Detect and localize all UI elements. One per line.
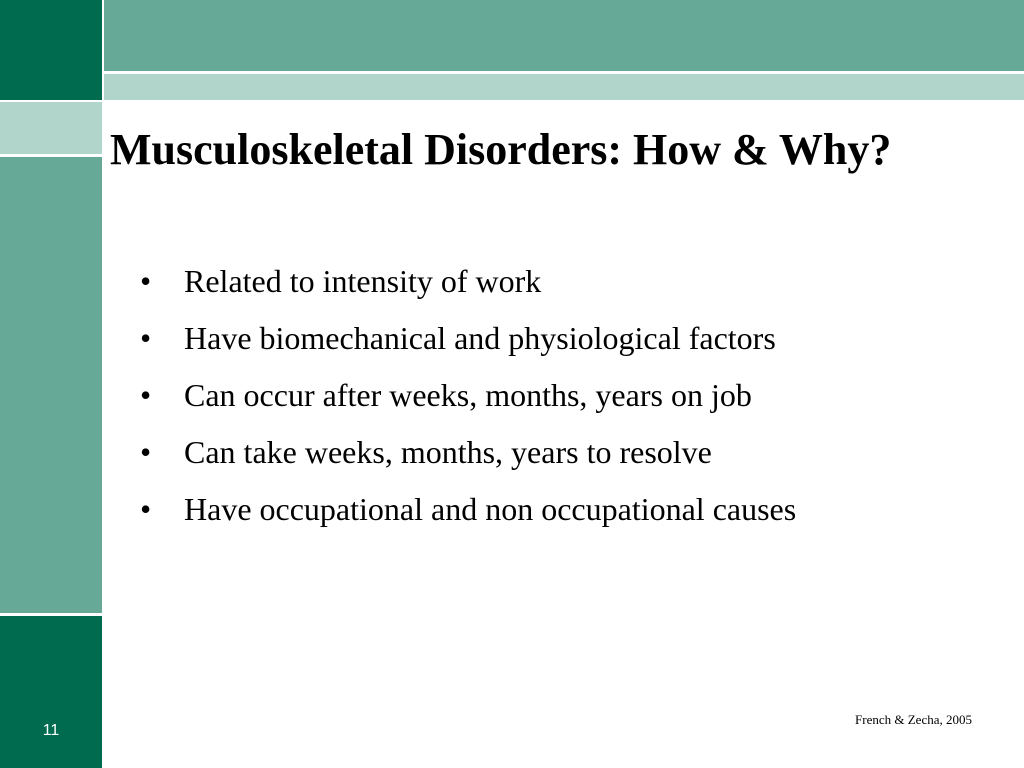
bullet-glyph: •	[140, 377, 152, 413]
bullet-text: Have occupational and non occupational causes	[184, 491, 797, 527]
frame-left-column	[0, 157, 102, 613]
bullet-glyph: •	[140, 263, 152, 299]
bullet-glyph: •	[140, 434, 152, 470]
bullet-item	[140, 376, 940, 414]
bullet-text: Have biomechanical and physiological factors	[184, 320, 776, 356]
bullet-item	[140, 262, 940, 300]
frame-top-stripe	[104, 74, 1024, 100]
bullet-glyph: •	[140, 320, 152, 356]
bullet-item	[140, 490, 874, 528]
frame-bottom-left-block	[0, 616, 102, 768]
bullet-item	[140, 433, 940, 471]
bullet-text: Can take weeks, months, years to resolve	[184, 434, 712, 470]
slide-number: 11	[42, 722, 60, 739]
frame-left-light-block	[0, 102, 102, 154]
bullet-list	[140, 262, 940, 547]
bullet-glyph: •	[140, 491, 152, 527]
bullet-text: Can occur after weeks, months, years on job	[184, 377, 752, 413]
slide-title: Musculoskeletal Disorders: How & Why?	[110, 125, 892, 174]
frame-top-band	[104, 0, 1024, 71]
footer-credit: French & Zecha, 2005	[855, 712, 972, 727]
frame-top-left-block	[0, 0, 102, 100]
bullet-item	[140, 319, 940, 357]
bullet-text: Related to intensity of work	[184, 263, 542, 299]
